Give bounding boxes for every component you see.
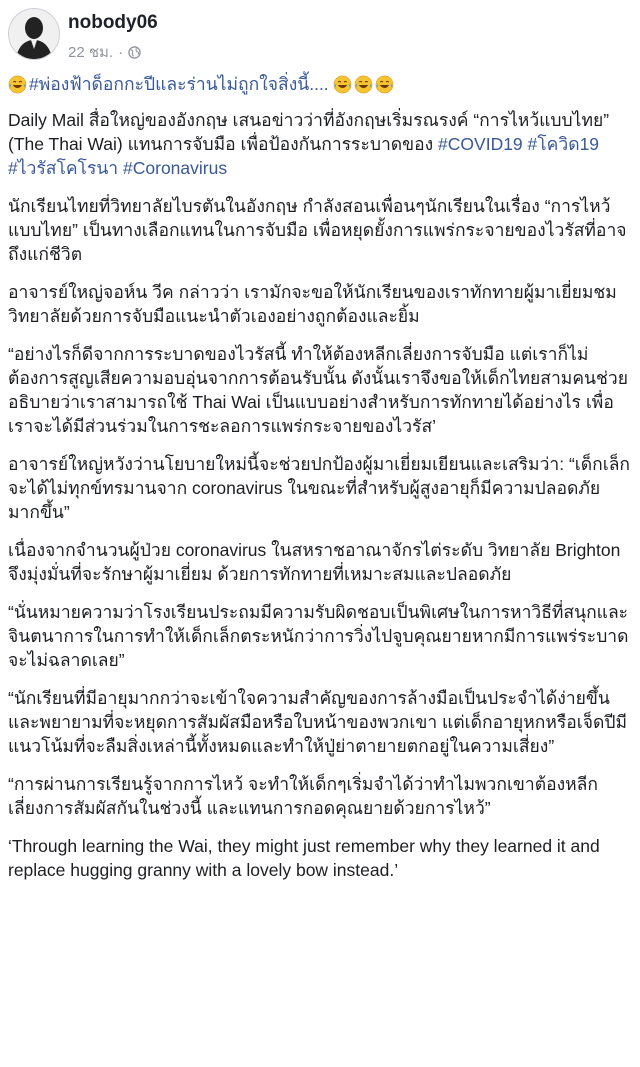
title-hashtag[interactable]: #พ่องฟ้าด็อกกะปีและร่านไม่ถูกใจสิ่งนี้....: [29, 74, 329, 94]
post-header: [8, 8, 628, 64]
author-name[interactable]: nobody06: [68, 12, 158, 33]
hashtag-link[interactable]: #Coronavirus: [123, 158, 228, 178]
post-time[interactable]: 22 ชม.: [68, 44, 114, 61]
hashtag-link[interactable]: #โควิด19: [527, 134, 600, 154]
profile-silhouette-icon: [9, 9, 59, 59]
post-paragraph: “นั่นหมายความว่าโรงเรียนประถมมีความรับผิดชอบเป็นพิเศษในการหาวิธีที่สนุกและจินตนาการในการทำให้เด็กเล็กตระหนักว่าการวิ่งไปจูบคุณยายหากมีการแพร่ระบาดจะไม่ฉลาดเลย”: [8, 602, 629, 670]
hashtag-link[interactable]: #COVID19: [438, 134, 523, 154]
avatar[interactable]: [8, 8, 60, 60]
laughing-tears-emoji-icon: [354, 75, 373, 94]
post-body: [8, 72, 632, 896]
hashtag-link[interactable]: #ไวรัสโคโรนา: [8, 158, 119, 178]
post-paragraph: นักเรียนไทยที่วิทยาลัยไบรตันในอังกฤษ กำลังสอนเพื่อนๆนักเรียนในเรื่อง “การไหว้แบบไทย” เป็นทางเลือกแทนในการจับมือ เพื่อหยุดยั้งการแพร่กระจายของไวรัสที่อาจถึงแก่ชีวิต: [8, 196, 627, 264]
emoji-group: [333, 75, 394, 94]
globe-icon[interactable]: [128, 46, 141, 59]
post-paragraph: อาจารย์ใหญ่จอห์น วีค กล่าวว่า เรามักจะขอให้นักเรียนของเราทักทายผู้มาเยี่ยมชมวิทยาลัยด้วยการจับมือแนะนำตัวเองอย่างถูกต้องและยิ้ม: [8, 282, 617, 326]
meta-separator: ·: [118, 43, 124, 61]
post-paragraph: “การผ่านการเรียนรู้จากการไหว้ จะทำให้เด็กๆเริ่มจำได้ว่าทำไมพวกเขาต้องหลีกเลี่ยงการสัมผัสกันในช่วงนี้ และแทนการกอดคุณยายด้วยการไหว้”: [8, 774, 598, 818]
post-paragraph: ‘Through learning the Wai, they might just remember why they learned it and replace hugging granny with a lovely bow instead.’: [8, 836, 600, 880]
laughing-tears-emoji-icon: [375, 75, 394, 94]
post-paragraph: อาจารย์ใหญ่หวังว่านโยบายใหม่นี้จะช่วยปกป้องผู้มาเยี่ยมเยียนและเสริมว่า: “เด็กเล็กจะได้ไม่ทุกข์ทรมานจาก coronavirus ในขณะที่สำหรับผู้สูงอายุก็มีความปลอดภัยมากขึ้น”: [8, 454, 631, 522]
post-paragraph-1: [8, 108, 632, 180]
post-title-line: [8, 72, 632, 96]
paragraph-text: Daily Mail สื่อใหญ่ของอังกฤษ เสนอข่าวว่าที่อังกฤษเริ่มรณรงค์ “การไหว้แบบไทย” (The Thai Wai) แทนการจับมือ เพื่อป้องกันการระบาดของ: [8, 110, 610, 154]
post-paragraph: “อย่างไรก็ดีจากการระบาดของไวรัสนี้ ทำให้ต้องหลีกเลี่ยงการจับมือ แต่เราก็ไม่ต้องการสูญเสียความอบอุ่นจากการต้อนรับนั้น ดังนั้นเราจึงขอให้เด็กไทยสามคนช่วยอธิบายว่าเราสามารถใช้ Thai Wai เป็นแบบอย่างสำหรับการทักทายได้อย่างไร เพื่อเราจะได้มีส่วนร่วมในการชะลอการแพร่กระจายของไวรัส’: [8, 344, 628, 436]
laughing-tears-emoji-icon: [333, 75, 352, 94]
post-paragraph: เนื่องจากจำนวนผู้ป่วย coronavirus ในสหราชอาณาจักรไต่ระดับ วิทยาลัย Brighton จึงมุ่งมั่นที่จะรักษาผู้มาเยี่ยม ด้วยการทักทายที่เหมาะสมและปลอดภัย: [8, 540, 621, 584]
post-paragraph: “นักเรียนที่มีอายุมากกว่าจะเข้าใจความสำคัญของการล้างมือเป็นประจำได้ง่ายขึ้นและพยายามที่จะหยุดการสัมผัสมือหรือใบหน้าของพวกเขา แต่เด็กอายุหกหรือเจ็ดปีมีแนวโน้มที่จะลืมสิ่งเหล่านี้ทั้งหมดและทำให้ปู่ย่าตายายตกอยู่ในความเสี่ยง”: [8, 688, 628, 756]
post-meta: [68, 40, 141, 64]
laughing-tears-emoji-icon: [8, 75, 27, 94]
